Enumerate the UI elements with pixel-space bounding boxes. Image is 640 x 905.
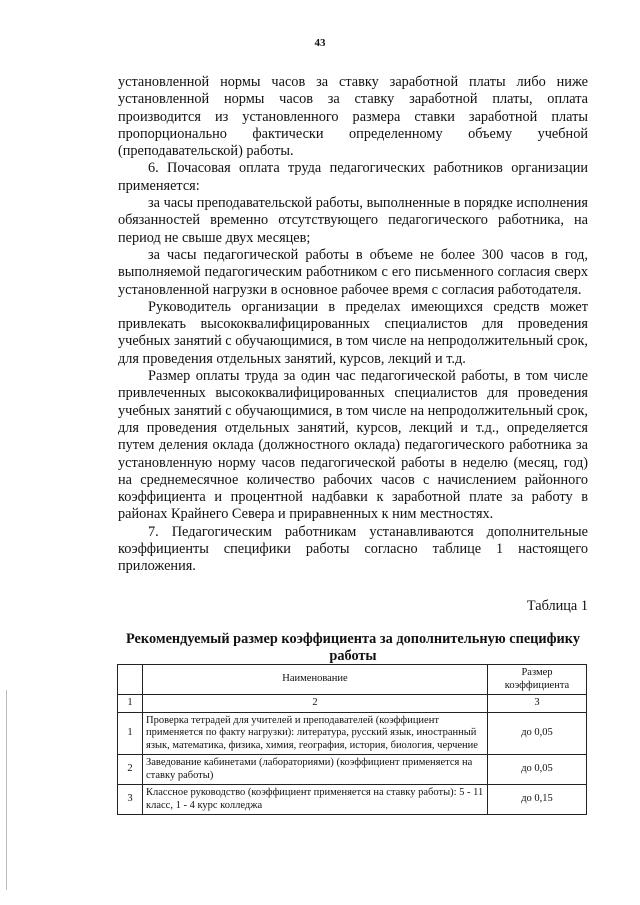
row-value: до 0,05 xyxy=(488,712,587,755)
row-number: 1 xyxy=(118,712,143,755)
paragraph: 7. Педагогическим работникам устанавливаются дополнительные коэффициенты специфики работы согласно таблице 1 настоящего приложения. xyxy=(118,523,588,575)
table-title: Рекомендуемый размер коэффициента за дополнительную специфику работы xyxy=(126,631,580,664)
header-num-cell xyxy=(118,665,143,695)
row-name: Заведование кабинетами (лабораториями) (коэффициент применяется на ставку работы) xyxy=(143,755,488,785)
paragraph: за часы преподавательской работы, выполненные в порядке исполнения обязанностей временно отсутствующего педагогического работника, на период не свыше двух месяцев; xyxy=(118,195,588,246)
page-number: 43 xyxy=(314,37,326,49)
row-value: до 0,05 xyxy=(488,755,587,785)
paragraph: 6. Почасовая оплата труда педагогических работников организации применяется: xyxy=(118,160,588,194)
coefficient-table xyxy=(117,664,587,815)
colnum-cell: 3 xyxy=(488,695,587,713)
header-name-cell: Наименование xyxy=(143,665,488,695)
colnum-cell: 2 xyxy=(143,695,488,713)
row-number: 3 xyxy=(118,785,143,815)
table-row xyxy=(118,712,587,755)
table-colnum-row xyxy=(118,695,587,713)
paragraph: Размер оплаты труда за один час педагогической работы, в том числе привлеченных высококвалифицированных специалистов для проведения учебных занятий с обучающимися, в том числе на непродолжительный срок, для проведения отдельных занятий, курсов, лекций и т.д., определяется путем деления оклада (должностного оклада) педагогического работника за установленную норму часов педагогической работы в неделю (месяц, год) на среднемесячное количество рабочих часов с начислением районного коэффициента и процентной надбавки к заработной плате за работу в районах Крайнего Севера и приравненных к ним местностях. xyxy=(118,368,588,523)
row-name: Классное руководство (коэффициент применяется на ставку работы): 5 - 11 класс, 1 - 4 курс колледжа xyxy=(143,785,488,815)
table-header-row xyxy=(118,665,587,695)
row-value: до 0,15 xyxy=(488,785,587,815)
table-row xyxy=(118,755,587,785)
paragraph: Руководитель организации в пределах имеющихся средств может привлекать высококвалифицированных специалистов для проведения учебных занятий с обучающимися, в том числе на непродолжительный срок, для проведения отдельных занятий, курсов, лекций и т.д. xyxy=(118,298,588,367)
body-text xyxy=(118,74,588,576)
colnum-cell: 1 xyxy=(118,695,143,713)
scan-edge-line xyxy=(6,690,7,890)
table-row xyxy=(118,785,587,815)
row-name: Проверка тетрадей для учителей и преподавателей (коэффициент применяется по факту нагрузки): литература, русский язык, иностранный язык, математика, физика, химия, география, история, биология, черчение xyxy=(143,712,488,755)
row-number: 2 xyxy=(118,755,143,785)
paragraph: установленной нормы часов за ставку заработной платы либо ниже установленной нормы часов за ставку заработной платы, оплата производится из установленного размера ставки заработной платы пропорционально фактически определенному объему учебной (преподавательской) работы. xyxy=(118,74,588,160)
header-value-cell: Размер коэффициента xyxy=(488,665,587,695)
table-caption: Таблица 1 xyxy=(526,598,588,614)
paragraph: за часы педагогической работы в объеме не более 300 часов в год, выполняемой педагогическим работником с его письменного согласия сверх установленной нагрузки в основное рабочее время с согласия работодателя. xyxy=(118,246,588,298)
